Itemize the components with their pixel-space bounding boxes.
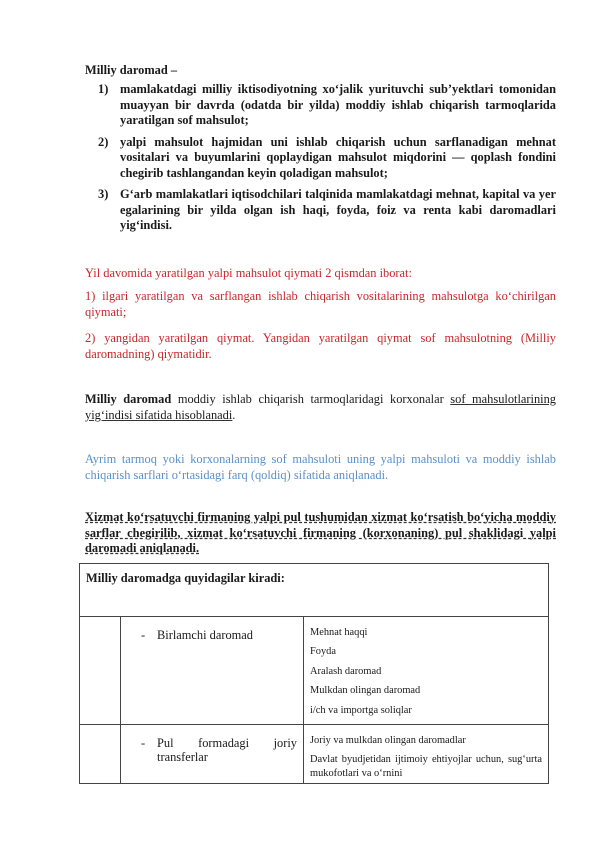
list-item-text: G‘arb mamlakatlari iqtisodchilari talqinida mamlakatdagi mehnat, kapital va yer egalarining bir yilda olgan ish haqi, foyda, foiz va renta kabi daromadlari yig‘indisi. <box>120 187 556 232</box>
table-cell-items <box>304 725 549 784</box>
table-cell-empty <box>80 725 121 784</box>
dashed-underline-paragraph: Xizmat ko‘rsatuvchi firmaning yalpi pul tushumidan xizmat ko‘rsatish bo‘yicha moddiy sarflar chegirilib, xizmat ko‘rsatuvchi firmaning (korxonaning) pul shaklidagi yalpi daromadi aniqlanadi. <box>85 510 556 555</box>
item-text: i/ch va importga soliqlar <box>310 704 412 716</box>
list-item-text: yalpi mahsulot hajmidan uni ishlab chiqarish uchun sarflanadigan mehnat vositalari va buyumlarini qoplaydigan mahsulot miqdorini — qoplash fondini chegirib tashlangandan keyin qoladigan mahsulot; <box>120 134 556 180</box>
red-heading: Yil davomida yaratilgan yalpi mahsulot qiymati 2 qismdan iborat: <box>85 266 412 280</box>
red-paragraph-1: 1) ilgari yaratilgan va sarflangan ishlab chiqarish vositalarining mahsulotga ko‘chirilgan qiymati; <box>85 289 556 319</box>
category-label: Pul formadagi joriy transferlar <box>157 736 297 764</box>
item-text: Foyda <box>310 646 336 658</box>
table-cell-empty <box>80 617 121 725</box>
definition-paragraph <box>85 391 556 423</box>
list-item <box>98 135 556 182</box>
red-paragraph-2: 2) yangidan yaratilgan qiymat. Yangidan yaratilgan qiymat sof mahsulotning (Milliy daromadning) qiymatidir. <box>85 331 556 361</box>
list-item <box>98 82 556 129</box>
paragraph-text: moddiy ishlab chiqarish tarmoqlaridagi korxonalar <box>171 392 451 406</box>
list-number: 1) <box>98 82 109 96</box>
table-cell-category <box>121 725 304 784</box>
item-text: Aralash daromad <box>310 665 382 677</box>
income-table <box>79 563 549 784</box>
item-text: Mulkdan olingan daromad <box>310 685 421 697</box>
list-item <box>98 187 556 234</box>
table-cell-category <box>121 617 304 725</box>
list-number: 3) <box>98 187 109 201</box>
dash-marker: - <box>141 736 146 750</box>
item-text: Mehnat haqqi <box>310 627 368 638</box>
bold-term: Milliy daromad <box>85 392 172 406</box>
table-cell-items <box>304 617 549 725</box>
dash-marker: - <box>141 628 146 642</box>
table-row <box>80 725 549 784</box>
item-text: Joriy va mulkdan olingan daromadlar <box>310 735 466 746</box>
paragraph-end: . <box>232 408 236 422</box>
blue-paragraph: Ayrim tarmoq yoki korxonalarning sof mahsuloti uning yalpi mahsuloti va moddiy ishlab chiqarish sarflari o‘rtasidagi farq (qoldiq) sifatida aniqlanadi. <box>85 452 556 482</box>
table-row <box>80 617 549 725</box>
definition-list <box>98 82 556 240</box>
underlined-text: sof mahsulotlarining yig‘indisi sifatida hisoblanadi <box>85 392 557 422</box>
category-label: Birlamchi daromad <box>157 628 253 642</box>
table-header: Milliy daromadga quyidagilar kiradi: <box>80 564 549 617</box>
item-text: Davlat byudjetidan ijtimoiy ehtiyojlar uchun, sug‘urta mukofotlari va o‘rnini <box>310 754 542 780</box>
list-item-text: mamlakatdagi milliy iktisodiyotning xo‘jalik yurituvchi sub’yektlari tomonidan muayyan bir davrda (odatda bir yilda) moddiy ishlab chiqarish tarmoqlarida yaratilgan sof mahsulot; <box>120 82 556 127</box>
list-number: 2) <box>98 134 109 149</box>
section-title: Milliy daromad – <box>85 63 178 77</box>
